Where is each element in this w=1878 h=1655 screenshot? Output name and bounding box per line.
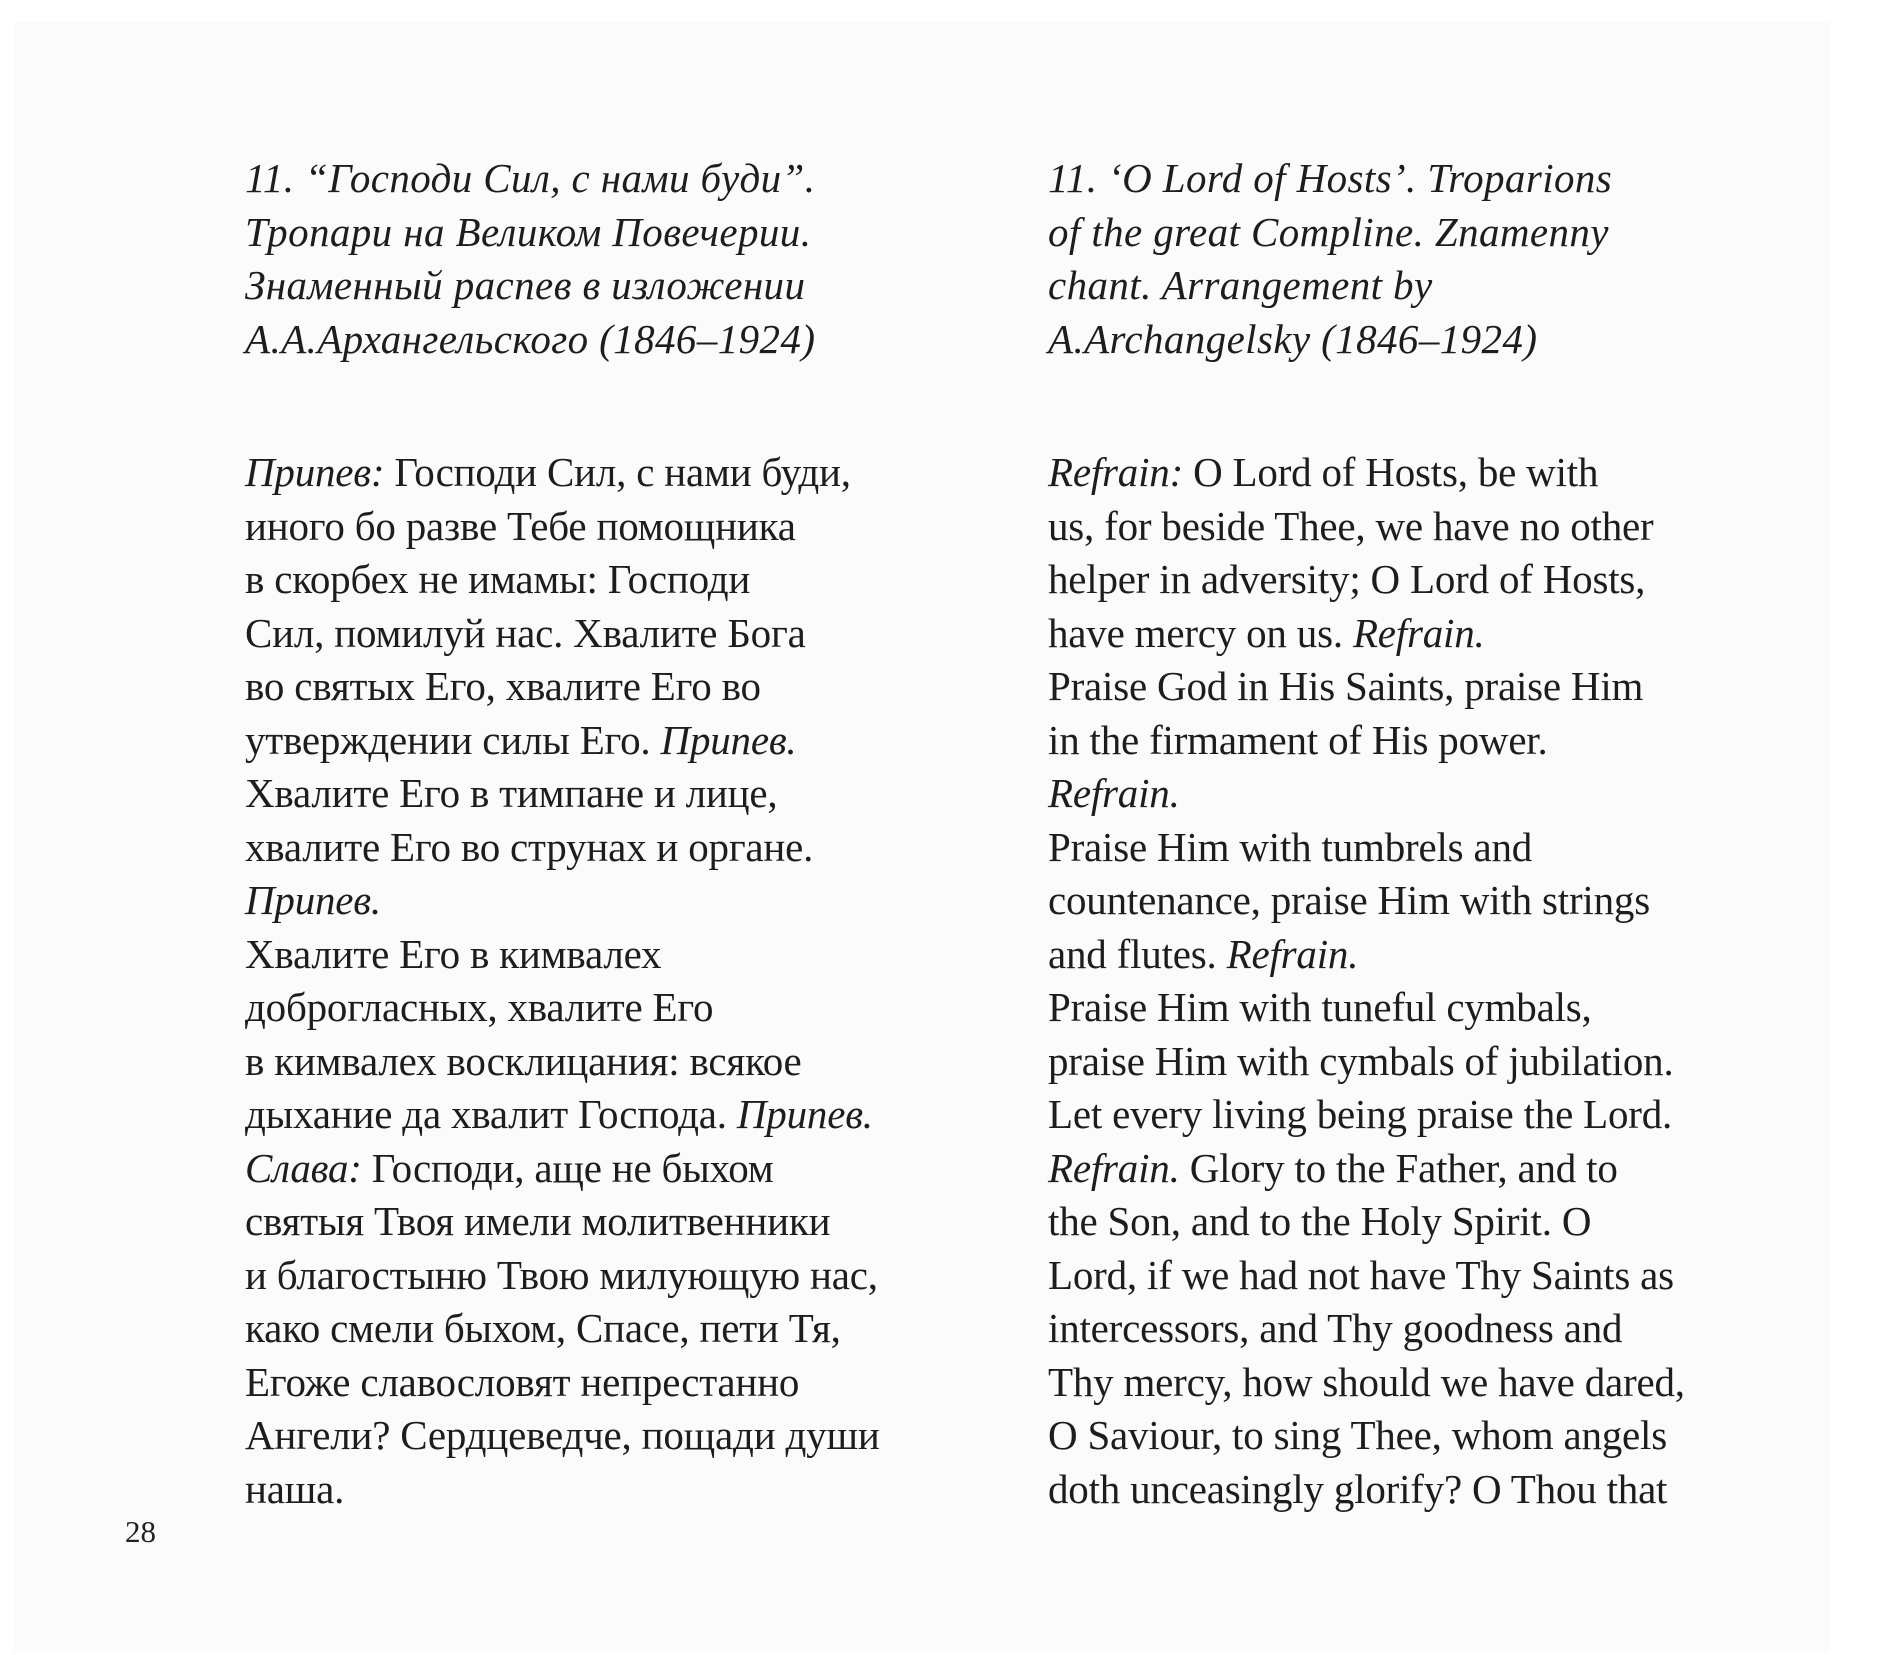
- text-line: [1048, 928, 1808, 982]
- text-line: [245, 1356, 965, 1410]
- text-run: Господи, аще не быхом: [361, 1144, 774, 1191]
- text-run: Praise Him with tuneful cymbals,: [1048, 984, 1592, 1030]
- text-run: Хвалите Его в кимвалех: [245, 930, 662, 977]
- text-run: helper in adversity; O Lord of Hosts,: [1048, 556, 1646, 602]
- text-run: дыхание да хвалит Господа.: [245, 1091, 737, 1137]
- text-line: [1048, 607, 1808, 661]
- text-line: [1048, 1142, 1808, 1196]
- text-run: како смели быхом, Спасе, пети Тя,: [245, 1305, 841, 1351]
- italic-label: Слава:: [245, 1144, 362, 1191]
- text-run: Ангели? Сердцеведче, пощади души: [245, 1412, 880, 1458]
- russian-column: [245, 152, 965, 1516]
- text-line: [245, 928, 965, 982]
- italic-label: Refrain.: [1048, 770, 1180, 816]
- text-run: утверждении силы Его.: [245, 716, 661, 763]
- text-line: [1048, 714, 1808, 768]
- text-run: Glory to the Father, and to: [1179, 1144, 1618, 1191]
- heading-line: chant. Arrangement by: [1048, 262, 1433, 308]
- text-line: [1048, 981, 1808, 1035]
- text-line: [245, 500, 965, 554]
- text-line: [1048, 1035, 1808, 1089]
- text-run: наша.: [245, 1465, 345, 1512]
- text-run: us, for beside Thee, we have no other: [1048, 502, 1654, 549]
- english-body: [1048, 446, 1808, 1516]
- italic-label: Refrain.: [1226, 930, 1359, 977]
- text-run: в скорбех не имамы: Господи: [245, 556, 751, 602]
- text-run: Lord, if we had not have Thy Saints as: [1048, 1251, 1674, 1298]
- text-line: [1048, 1409, 1808, 1463]
- heading-line: 11. “Господи Сил, с нами буди”.: [245, 155, 816, 201]
- english-heading: [1048, 152, 1808, 366]
- text-line: [245, 821, 965, 875]
- heading-line: Знаменный распев в изложении: [245, 262, 806, 308]
- text-line: [245, 446, 965, 500]
- english-column: [1048, 152, 1808, 1516]
- text-line: [245, 1463, 965, 1517]
- text-run: иного бо разве Тебе помощника: [245, 502, 796, 549]
- text-run: Let every living being praise the Lord.: [1048, 1091, 1673, 1137]
- text-line: [1048, 1195, 1808, 1249]
- text-line: [245, 1249, 965, 1303]
- text-line: [1048, 1249, 1808, 1303]
- text-line: [1048, 767, 1808, 821]
- russian-body: [245, 446, 965, 1516]
- text-run: intercessors, and Thy goodness and: [1048, 1305, 1623, 1351]
- italic-label: Refrain.: [1048, 1144, 1180, 1191]
- text-run: have mercy on us.: [1048, 609, 1353, 656]
- text-line: [1048, 1302, 1808, 1356]
- text-run: и благостыню Твою милующую нас,: [245, 1251, 878, 1298]
- paragraph-gap: [245, 366, 965, 446]
- text-run: Thy mercy, how should we have dared,: [1048, 1358, 1685, 1405]
- italic-label: Припев:: [245, 449, 385, 495]
- heading-line: А.А.Архангельского (1846–1924): [245, 315, 816, 362]
- text-run: praise Him with cymbals of jubilation.: [1048, 1037, 1674, 1084]
- text-run: O Lord of Hosts, be with: [1183, 449, 1599, 495]
- russian-heading: [245, 152, 965, 366]
- text-run: countenance, praise Him with strings: [1048, 877, 1650, 923]
- text-run: in the firmament of His power.: [1048, 716, 1548, 763]
- text-line: [245, 553, 965, 607]
- text-line: [1048, 446, 1808, 500]
- page-edge: [1830, 0, 1878, 1655]
- text-line: [245, 874, 965, 928]
- text-line: [245, 1302, 965, 1356]
- heading-line: A.Archangelsky (1846–1924): [1048, 315, 1538, 362]
- text-run: святыя Твоя имели молитвенники: [245, 1198, 831, 1244]
- text-line: [1048, 1088, 1808, 1142]
- paragraph-gap: [1048, 366, 1808, 446]
- text-run: хвалите Его во струнах и органе.: [245, 823, 814, 870]
- text-line: [1048, 660, 1808, 714]
- text-run: the Son, and to the Holy Spirit. O: [1048, 1198, 1592, 1244]
- text-run: Хвалите Его в тимпане и лице,: [245, 770, 778, 816]
- italic-label: Припев.: [660, 716, 797, 763]
- text-line: [1048, 1356, 1808, 1410]
- text-line: [245, 607, 965, 661]
- text-line: [1048, 553, 1808, 607]
- heading-line: of the great Compline. Znamenny: [1048, 208, 1609, 255]
- italic-label: Refrain:: [1048, 449, 1184, 495]
- italic-label: Припев.: [245, 877, 381, 923]
- text-line: [245, 1088, 965, 1142]
- text-line: [245, 1142, 965, 1196]
- heading-line: Тропари на Великом Повечерии.: [245, 208, 812, 255]
- text-line: [245, 1409, 965, 1463]
- text-line: [245, 1195, 965, 1249]
- text-line: [245, 714, 965, 768]
- text-run: Praise God in His Saints, praise Him: [1048, 663, 1644, 709]
- text-line: [245, 767, 965, 821]
- text-line: [245, 660, 965, 714]
- italic-label: Refrain.: [1352, 609, 1485, 656]
- text-run: Господи Сил, с нами буди,: [384, 449, 851, 495]
- text-line: [1048, 874, 1808, 928]
- page-number: 28: [125, 1514, 156, 1549]
- italic-label: Припев.: [736, 1091, 873, 1137]
- text-run: doth unceasingly glorify? O Thou that: [1048, 1465, 1668, 1512]
- heading-line: 11. ‘O Lord of Hosts’. Troparions: [1048, 155, 1613, 201]
- text-line: [245, 1035, 965, 1089]
- text-run: Praise Him with tumbrels and: [1048, 823, 1533, 870]
- text-line: [1048, 821, 1808, 875]
- text-run: в кимвалех восклицания: всякое: [245, 1037, 802, 1084]
- text-run: Сил, помилуй нас. Хвалите Бога: [245, 609, 806, 656]
- text-run: доброгласных, хвалите Его: [245, 984, 714, 1030]
- text-run: Егоже славословят непрестанно: [245, 1358, 800, 1405]
- text-line: [245, 981, 965, 1035]
- text-run: O Saviour, to sing Thee, whom angels: [1048, 1412, 1667, 1458]
- text-line: [1048, 500, 1808, 554]
- text-run: во святых Его, хвалите Его во: [245, 663, 761, 709]
- text-run: and flutes.: [1048, 930, 1227, 977]
- text-line: [1048, 1463, 1808, 1517]
